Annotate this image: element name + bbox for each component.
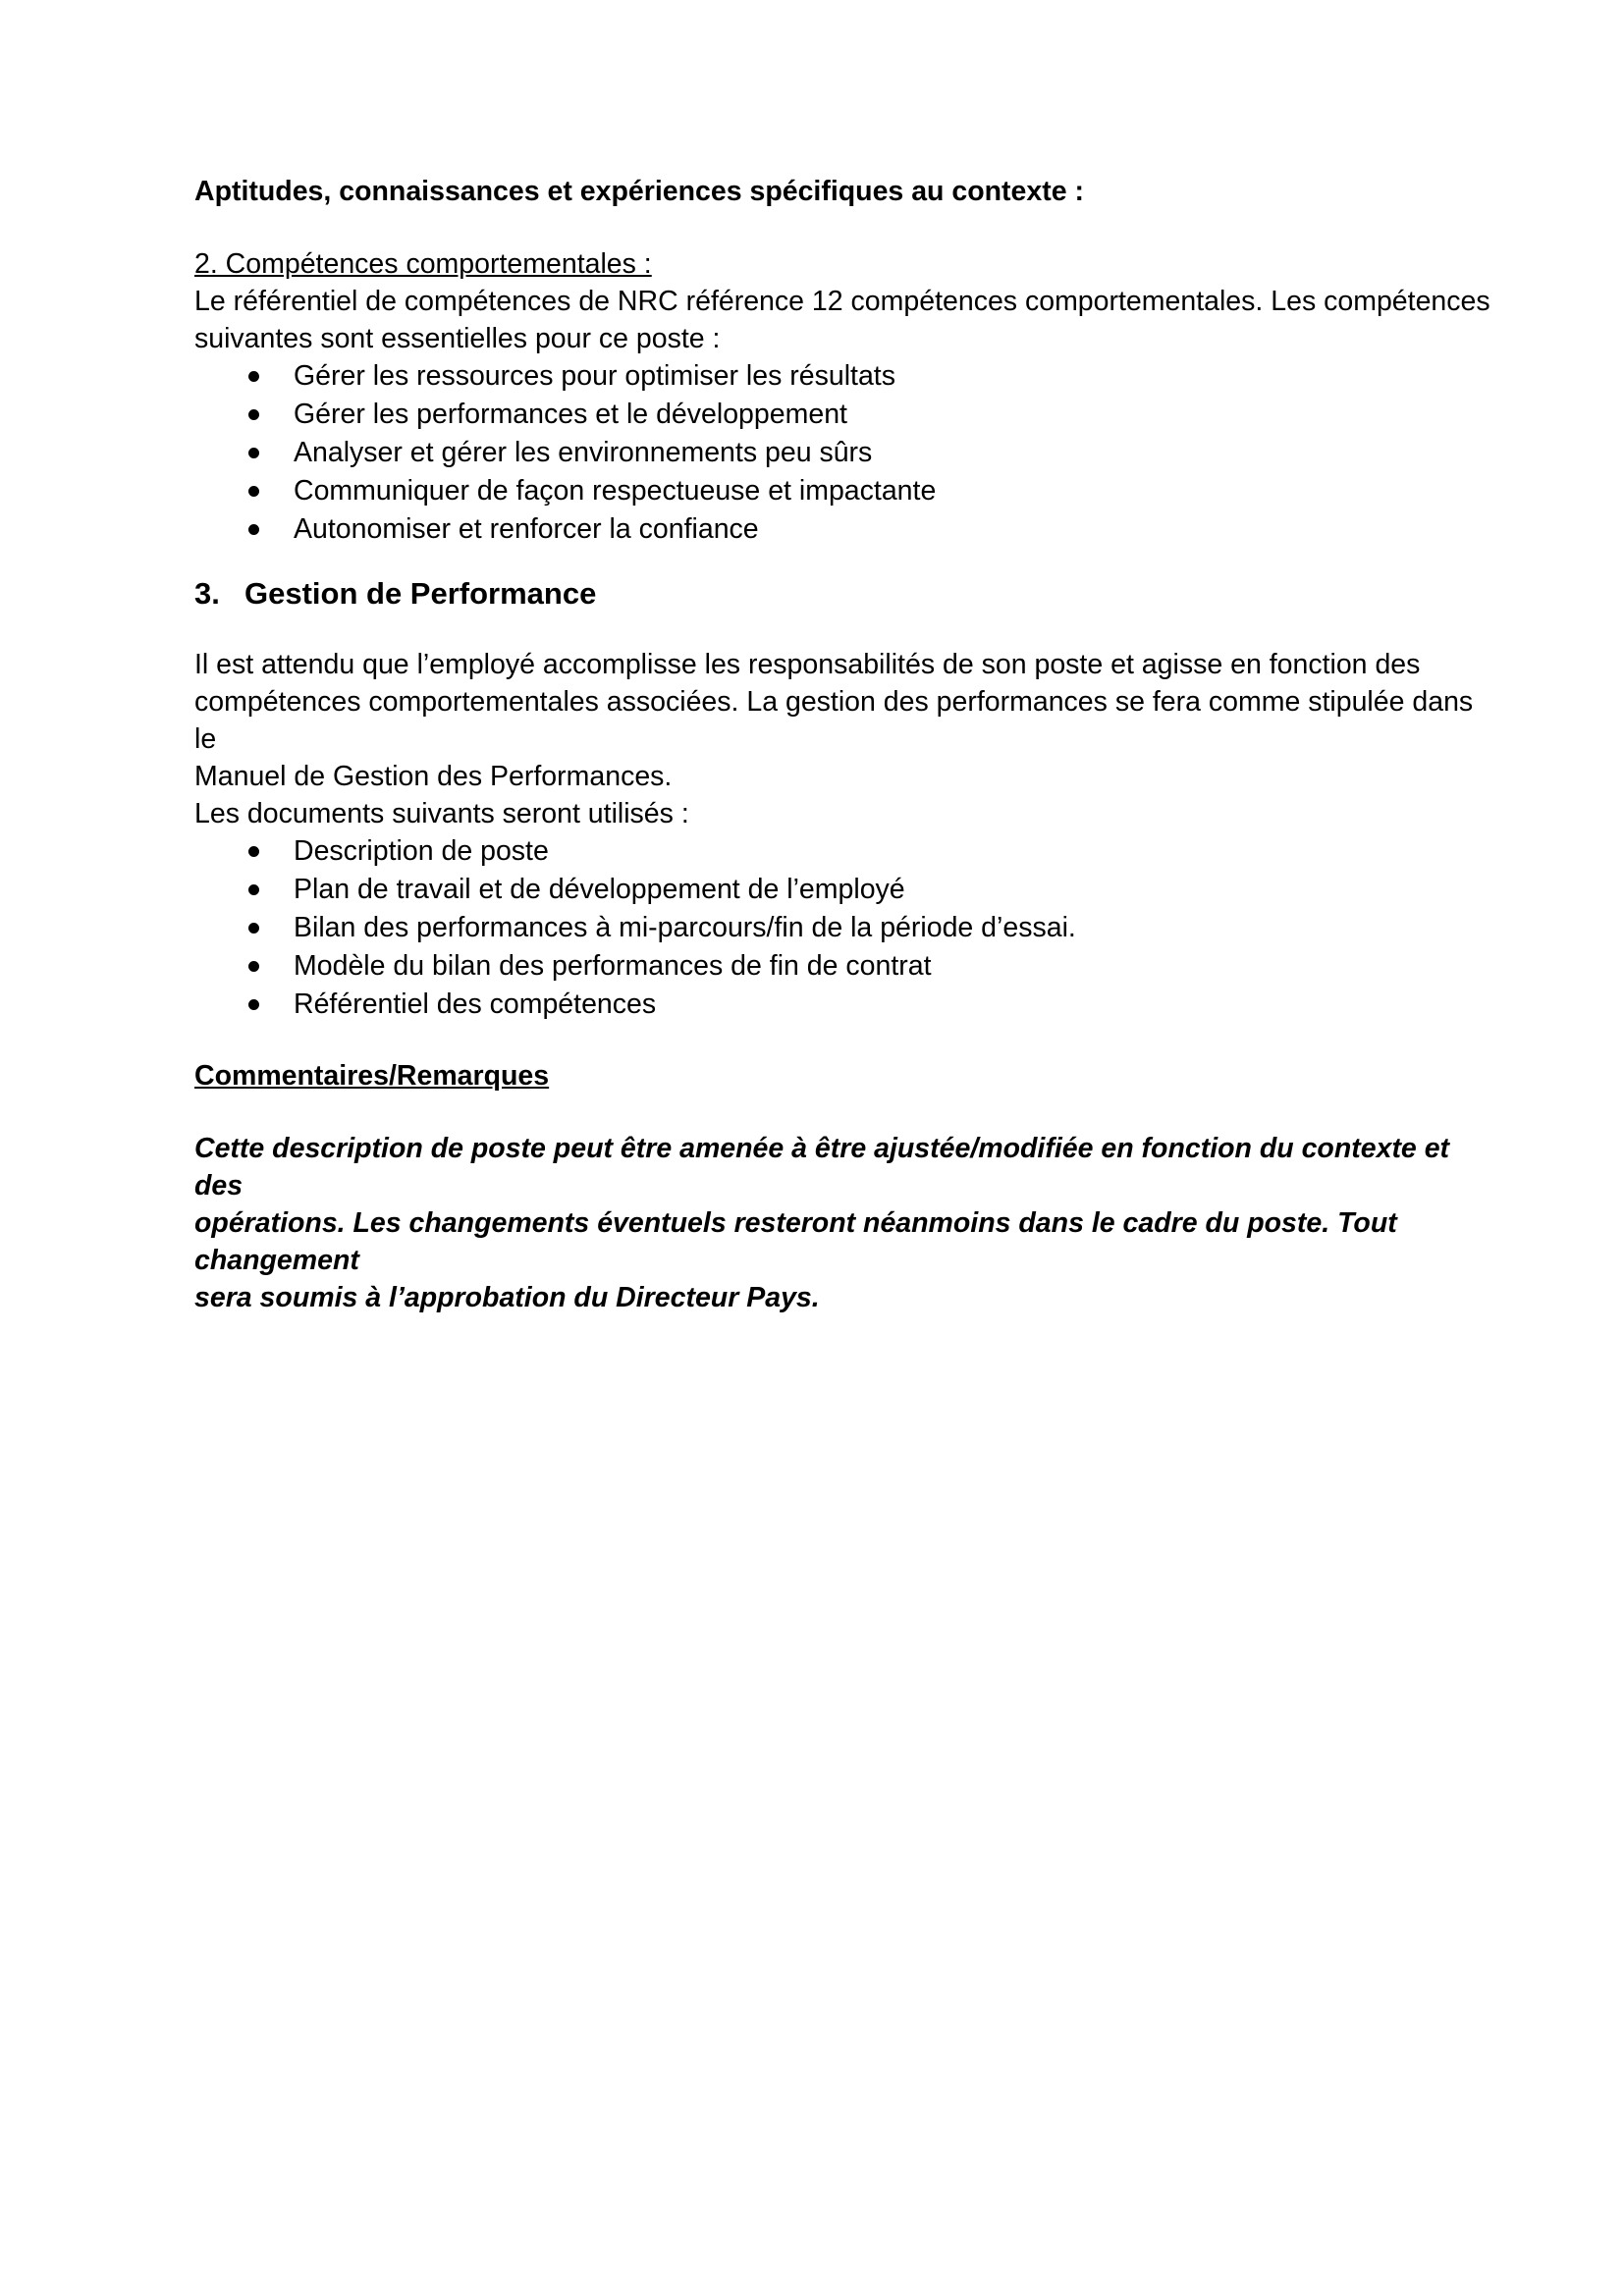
list-item [194,434,1500,472]
bullet-icon [248,923,259,934]
list-item-text: Référentiel des compétences [294,988,657,1020]
bullet-icon [248,884,259,895]
bullet-icon [248,409,259,420]
comments-notice [194,1130,1500,1316]
section-title: Gestion de Performance [244,576,597,611]
list-item [194,357,1500,396]
list-item-text: Autonomiser et renforcer la confiance [294,513,759,545]
competences-intro-line-2: suivantes sont essentielles pour ce poste : [194,323,721,354]
comments-title: Commentaires/Remarques [194,1060,550,1092]
bullet-icon [248,846,259,857]
list-item-text: Analyser et gérer les environnements peu sûrs [294,437,873,468]
competences-list [194,357,1500,549]
performance-section-heading [194,572,1500,615]
bullet-icon [248,961,259,972]
bullet-icon [248,999,259,1010]
performance-paragraph-line-3: Manuel de Gestion des Performances. [194,761,673,792]
list-item-text: Description de poste [294,835,549,867]
competences-title: 2. Compétences comportementales : [194,248,652,280]
list-item-text: Modèle du bilan des performances de fin de contrat [294,950,932,982]
documents-list [194,832,1500,1024]
competences-intro-line-1: Le référentiel de compétences de NRC référence 12 compétences comportementales. Les compétences [194,286,1490,317]
context-heading: Aptitudes, connaissances et expériences spécifiques au contexte : [194,176,1084,207]
list-item-text: Bilan des performances à mi-parcours/fin de la période d’essai. [294,912,1076,943]
list-item [194,472,1500,510]
list-item [194,909,1500,947]
list-item [194,396,1500,434]
list-item [194,832,1500,871]
list-item-text: Gérer les ressources pour optimiser les résultats [294,360,895,392]
list-item [194,510,1500,549]
bullet-icon [248,448,259,458]
list-item-text: Plan de travail et de développement de l’employé [294,874,905,905]
bullet-icon [248,486,259,497]
documents-intro: Les documents suivants seront utilisés : [194,798,689,829]
list-item [194,871,1500,909]
list-item-text: Communiquer de façon respectueuse et impactante [294,475,937,507]
document-content [194,173,1500,1316]
list-item [194,986,1500,1024]
bullet-icon [248,524,259,535]
comments-line-1: Cette description de poste peut être amenée à être ajustée/modifiée en fonction du contexte et des [194,1133,1450,1201]
list-item-text: Gérer les performances et le développement [294,399,847,430]
bullet-icon [248,371,259,382]
list-item [194,947,1500,986]
section-number: 3. [194,576,220,611]
performance-paragraph-line-2: compétences comportementales associées. La gestion des performances se fera comme stipulée dans le [194,686,1474,755]
comments-line-2: opérations. Les changements éventuels resteront néanmoins dans le cadre du poste. Tout changement [194,1207,1397,1276]
performance-paragraph-line-1: Il est attendu que l’employé accomplisse les responsabilités de son poste et agisse en fonction des [194,649,1421,680]
comments-line-3: sera soumis à l’approbation du Directeur Pays. [194,1282,820,1313]
